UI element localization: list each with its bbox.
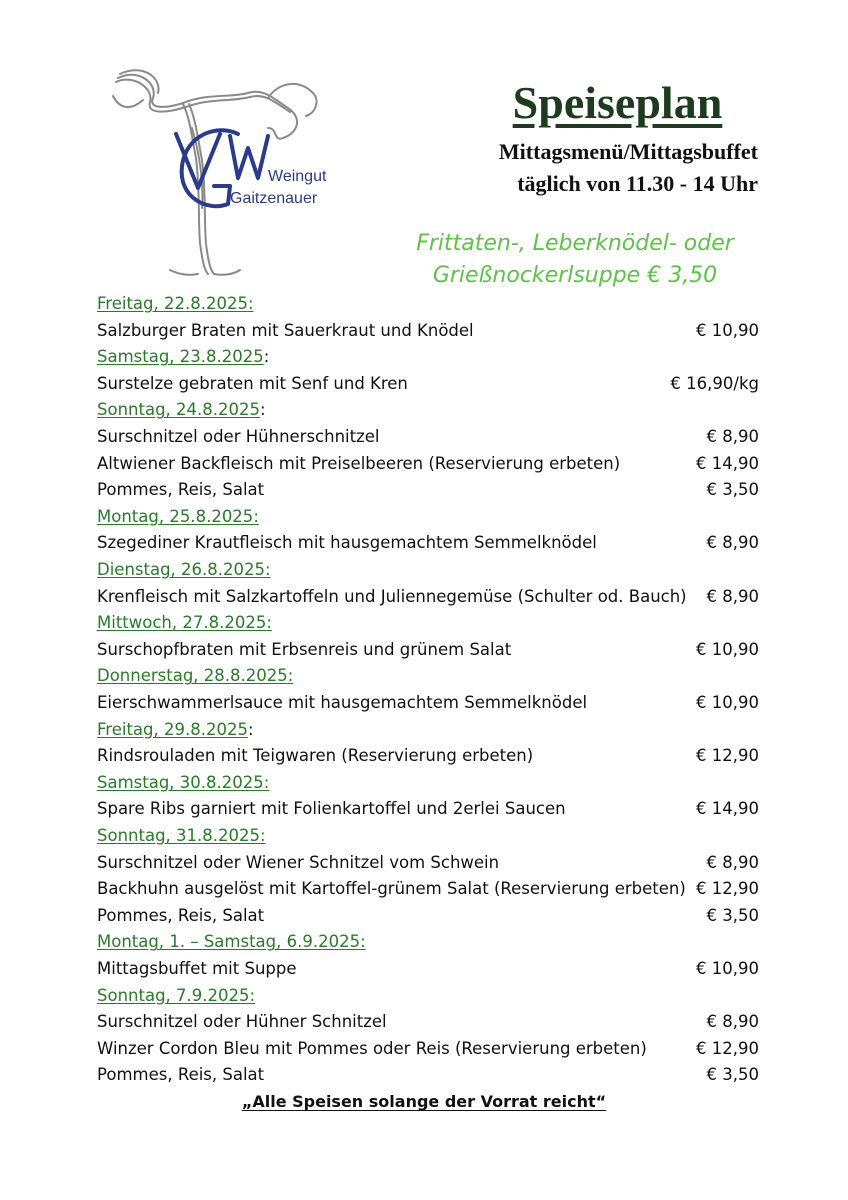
dish-price: € 8,90 — [706, 427, 759, 446]
dish-name: Krenfleisch mit Salzkartoffeln und Juliennegemüse (Schulter od. Bauch) — [97, 586, 687, 606]
logo-text-weingut: Weingut — [268, 168, 327, 185]
dish-row — [97, 745, 759, 767]
day-heading — [97, 719, 759, 741]
dish-name: Eierschwammerlsauce mit hausgemachtem Semmelknödel — [97, 693, 588, 712]
day-colon: : — [266, 613, 272, 633]
dish-price: € 14,90 — [696, 799, 759, 819]
dish-name: Surschnitzel oder Hühnerschnitzel — [97, 427, 380, 446]
dish-name: Surschopfbraten mit Erbsenreis und grünem Salat — [97, 639, 512, 659]
footer-note: „Alle Speisen solange der Vorrat reicht“ — [241, 1092, 607, 1111]
dish-row — [97, 639, 759, 661]
dish-name: Salzburger Braten mit Sauerkraut und Knödel — [97, 320, 474, 340]
dish-row — [97, 479, 759, 501]
dish-price: € 8,90 — [706, 533, 759, 553]
dish-name: Rindsrouladen mit Teigwaren (Reservierung erbeten) — [97, 746, 534, 766]
dish-name: Pommes, Reis, Salat — [97, 905, 265, 925]
dish-row — [97, 320, 759, 342]
dish-price: € 14,90 — [696, 453, 759, 473]
dish-row — [97, 958, 759, 980]
winery-logo — [58, 38, 368, 280]
dish-price: € 10,90 — [696, 320, 759, 340]
day-colon: : — [263, 772, 270, 792]
dish-name: Surschnitzel oder Hühner Schnitzel — [97, 1012, 387, 1032]
dish-price: € 8,90 — [706, 852, 759, 872]
day-heading — [97, 985, 759, 1007]
dish-price: € 8,90 — [706, 1012, 759, 1032]
day-colon: : — [265, 560, 271, 579]
day-colon: : — [263, 347, 270, 367]
dish-name: Altwiener Backfleisch mit Preiselbeeren (Reservierung erbeten) — [97, 453, 621, 473]
day-label: Sonntag, 24.8.2025 — [97, 400, 261, 420]
dish-row — [97, 852, 759, 874]
day-label: Sonntag, 31.8.2025 — [97, 826, 261, 845]
dish-price: € 12,90 — [696, 1038, 759, 1058]
day-label: Freitag, 29.8.2025 — [97, 719, 248, 739]
day-label: Montag, 1. – Samstag, 6.9.2025 — [97, 932, 361, 952]
day-colon: : — [260, 826, 266, 845]
day-heading — [97, 559, 759, 581]
day-heading — [97, 346, 759, 368]
day-colon: : — [260, 400, 266, 420]
dish-name: Surstelze gebraten mit Senf und Kren — [97, 373, 408, 393]
day-colon: : — [360, 932, 366, 952]
day-label: Samstag, 30.8.2025 — [97, 772, 264, 792]
dish-name: Spare Ribs garniert mit Folienkartoffel und 2erlei Saucen — [97, 799, 566, 819]
dish-price: € 12,90 — [696, 879, 759, 899]
dish-price: € 12,90 — [696, 746, 759, 766]
soup-line-1: Frittaten-, Leberknödel- oder — [416, 231, 734, 256]
day-heading — [97, 931, 759, 953]
dish-price: € 3,50 — [706, 1065, 759, 1085]
day-label: Donnerstag, 28.8.2025 — [97, 666, 288, 686]
day-heading — [97, 665, 759, 687]
day-colon: : — [287, 666, 294, 686]
day-heading — [97, 399, 759, 421]
dish-price: € 3,50 — [706, 905, 759, 925]
dish-row — [97, 905, 759, 927]
day-label: Montag, 25.8.2025 — [97, 506, 254, 526]
dish-name: Mittagsbuffet mit Suppe — [97, 959, 297, 978]
dish-name: Szegediner Krautfleisch mit hausgemachtem Semmelknödel — [97, 533, 597, 553]
dish-name: Pommes, Reis, Salat — [97, 1065, 265, 1085]
dish-row — [97, 1038, 759, 1060]
logo-text-gaitzenauer: Gaitzenauer — [230, 190, 318, 207]
day-label: Mittwoch, 27.8.2025 — [97, 613, 267, 633]
page-title: Speiseplan — [512, 77, 723, 128]
day-colon: : — [249, 985, 256, 1005]
dish-row — [97, 692, 759, 714]
day-heading — [97, 293, 759, 315]
subtitle-hours: täglich von 11.30 - 14 Uhr — [517, 171, 758, 196]
dish-row — [97, 532, 759, 554]
day-label: Dienstag, 26.8.2025 — [97, 560, 266, 579]
day-colon: : — [253, 506, 259, 526]
subtitle-service: Mittagsmenü/Mittagsbuffet — [498, 139, 758, 164]
dish-row — [97, 798, 759, 820]
dish-row — [97, 1011, 759, 1033]
dish-price: € 16,90/kg — [670, 373, 759, 393]
dish-row — [97, 453, 759, 475]
dish-name: Backhuhn ausgelöst mit Kartoffel-grünem Salat (Reservierung erbeten) — [97, 879, 686, 899]
day-colon: : — [247, 294, 254, 313]
day-heading — [97, 772, 759, 794]
dish-name: Surschnitzel oder Wiener Schnitzel vom Schwein — [97, 852, 500, 872]
dish-name: Winzer Cordon Bleu mit Pommes oder Reis (Reservierung erbeten) — [97, 1038, 647, 1058]
soup-line-2: Grießnockerlsuppe € 3,50 — [432, 263, 718, 288]
dish-price: € 10,90 — [696, 639, 759, 659]
dish-price: € 10,90 — [696, 693, 759, 712]
day-heading — [97, 506, 759, 528]
dish-row — [97, 1064, 759, 1086]
day-colon: : — [247, 719, 254, 739]
day-label: Samstag, 23.8.2025 — [97, 347, 264, 367]
dish-price: € 8,90 — [706, 586, 759, 606]
dish-row — [97, 426, 759, 448]
day-label: Sonntag, 7.9.2025 — [97, 985, 250, 1005]
day-heading — [97, 612, 759, 634]
day-heading — [97, 825, 759, 847]
dish-name: Pommes, Reis, Salat — [97, 480, 265, 500]
dish-price: € 3,50 — [706, 480, 759, 500]
soup-offer — [395, 228, 755, 292]
dish-price: € 10,90 — [696, 959, 759, 978]
dish-row — [97, 586, 759, 608]
dish-row — [97, 373, 759, 395]
day-label: Freitag, 22.8.2025 — [97, 294, 248, 313]
dish-row — [97, 878, 759, 900]
